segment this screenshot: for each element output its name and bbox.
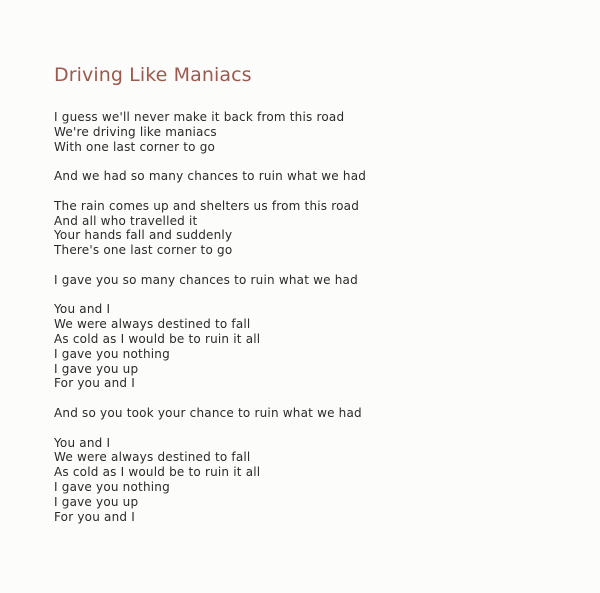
lyric-line: You and I	[54, 302, 111, 317]
lyric-line: There's one last corner to go	[54, 243, 233, 258]
stanza	[54, 199, 574, 258]
lyric-line: I gave you up	[54, 361, 139, 376]
lyric-line: I guess we'll never make it back from this road	[54, 110, 345, 124]
lyric-line: We were always destined to fall	[54, 450, 251, 465]
stanza	[54, 273, 574, 288]
stanza	[54, 302, 574, 391]
lyric-line: As cold as I would be to ruin it all	[54, 331, 261, 346]
lyric-line: For you and I	[54, 376, 135, 391]
stanza	[54, 169, 574, 184]
lyric-line: I gave you so many chances to ruin what we had	[54, 272, 358, 287]
stanza	[54, 110, 574, 154]
lyric-line: And we had so many chances to ruin what we had	[54, 169, 367, 184]
lyric-line: We're driving like maniacs	[54, 124, 217, 139]
lyric-line: Your hands fall and suddenly	[54, 228, 233, 243]
lyric-line: I gave you nothing	[54, 346, 170, 361]
lyric-line: We were always destined to fall	[54, 317, 251, 332]
lyric-line: I gave you up	[54, 494, 139, 509]
stanza	[54, 406, 574, 421]
stanza	[54, 436, 574, 525]
lyric-line: As cold as I would be to ruin it all	[54, 465, 261, 480]
lyric-line: The rain comes up and shelters us from this road	[54, 198, 360, 213]
lyric-line: And so you took your chance to ruin what we had	[54, 405, 362, 420]
lyric-line: For you and I	[54, 509, 135, 524]
lyric-line: I gave you nothing	[54, 479, 170, 494]
lyric-line: With one last corner to go	[54, 139, 216, 154]
lyric-line: And all who travelled it	[54, 213, 198, 228]
lyric-line: You and I	[54, 435, 111, 450]
lyrics-body	[54, 110, 574, 539]
song-title: Driving Like Maniacs	[54, 64, 252, 86]
